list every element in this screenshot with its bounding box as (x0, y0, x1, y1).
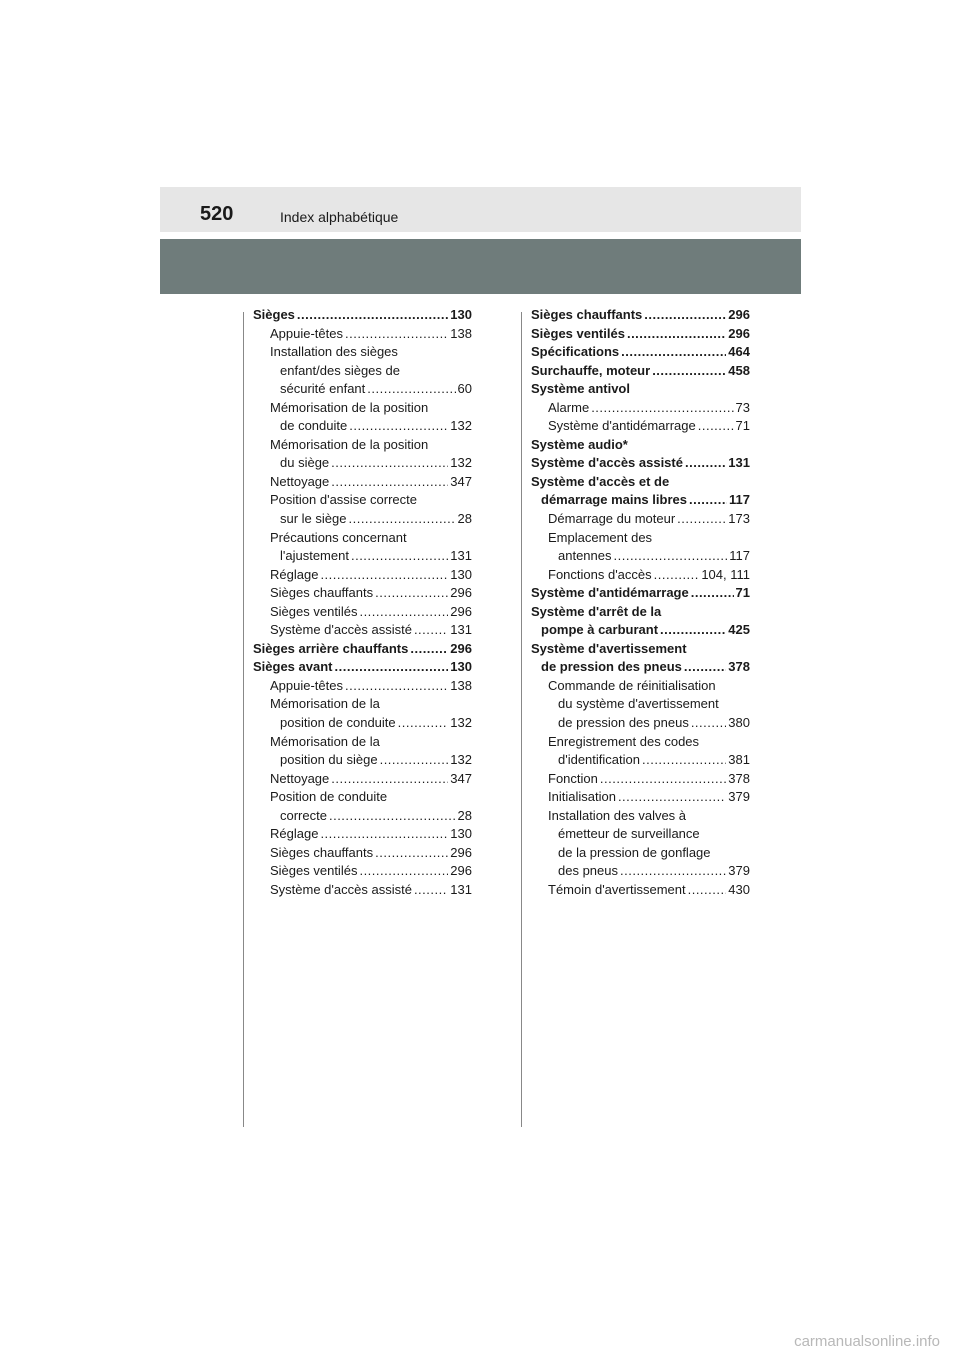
index-entry-page[interactable]: 117 (729, 548, 750, 564)
index-entry-page[interactable]: 131 (450, 881, 472, 897)
index-entry-label: Mémorisation de la (270, 696, 380, 712)
index-entry-page[interactable]: 131 (450, 548, 472, 564)
index-entry-label: Installation des sièges (270, 344, 398, 360)
header-band (160, 239, 801, 294)
leader-dots (414, 621, 448, 640)
leader-dots (345, 677, 448, 696)
index-entry (531, 714, 750, 733)
index-entry (253, 807, 472, 826)
index-entry (253, 510, 472, 529)
index-entry (531, 399, 750, 418)
index-entry-label: Sièges ventilés (270, 603, 358, 619)
index-entry (531, 325, 750, 344)
index-entry-label: Mémorisation de la position (270, 399, 429, 415)
index-entry (531, 362, 750, 381)
index-entry-label: Mémorisation de la (270, 733, 380, 749)
index-entry-page[interactable]: 130 (450, 307, 472, 322)
index-entry (253, 844, 472, 863)
leader-dots (349, 417, 448, 436)
index-entry (253, 714, 472, 733)
index-entry-label: Sièges chauffants (270, 585, 374, 601)
index-column-right (531, 306, 750, 900)
index-entry-page[interactable]: 379 (728, 789, 750, 805)
index-entry-label: Fonction (548, 770, 598, 786)
leader-dots (331, 473, 448, 492)
index-entry-label: émetteur de surveillance (558, 826, 700, 842)
index-entry (531, 454, 750, 473)
index-entry-label: des pneus (558, 863, 618, 879)
leader-dots (380, 751, 449, 770)
footer-watermark[interactable]: carmanualsonline.info (794, 1333, 940, 1350)
index-entry-page[interactable]: 132 (450, 715, 472, 731)
index-entry (253, 362, 472, 381)
index-entry (531, 640, 750, 659)
index-entry-page[interactable]: 379 (728, 863, 750, 879)
index-entry-label: Démarrage du moteur (548, 511, 676, 527)
index-entry-label: Système d'avertissement (531, 640, 687, 656)
index-entry-page[interactable]: 138 (450, 325, 472, 341)
index-entry-label: Nettoyage (270, 770, 330, 786)
section-title: Index alphabétique (280, 209, 399, 225)
index-entry-label: Spécifications (531, 344, 620, 360)
index-entry-page[interactable]: 347 (450, 770, 472, 786)
index-entry-label: position du siège (280, 752, 378, 768)
index-entry-label: correcte (280, 807, 327, 823)
leader-dots (677, 510, 726, 529)
index-entry-page[interactable]: 458 (728, 362, 750, 378)
index-entry-page[interactable]: 104, 111 (701, 566, 750, 582)
index-entry-label: de la pression de gonflage (558, 844, 711, 860)
index-entry-label: Système audio* (531, 436, 628, 452)
index-entry (531, 658, 750, 677)
index-entry-page[interactable]: 132 (450, 418, 472, 434)
index-entry-page[interactable]: 130 (450, 826, 472, 842)
index-entry-label: Sièges ventilés (270, 863, 358, 879)
index-entry-page[interactable]: 378 (728, 770, 750, 786)
index-entry (253, 603, 472, 622)
index-entry-page[interactable]: 130 (450, 659, 472, 675)
index-entry-label: Système d'accès assisté (270, 881, 412, 897)
index-entry-label: de pression des pneus (558, 715, 689, 731)
index-entry-label: Mémorisation de la position (270, 436, 429, 452)
index-entry (531, 584, 750, 603)
index-entry (531, 621, 750, 640)
index-entry-label: Enregistrement des codes (548, 733, 700, 749)
leader-dots (688, 881, 727, 900)
index-entry-page[interactable]: 138 (450, 677, 472, 693)
leader-dots (644, 306, 726, 325)
leader-dots (410, 640, 448, 659)
leader-dots (375, 584, 448, 603)
leader-dots (320, 566, 448, 585)
index-entry-page[interactable]: 28 (457, 511, 472, 527)
index-entry-label: Précautions concernant (270, 529, 407, 545)
header-bar (160, 187, 801, 232)
right-column-rule (521, 312, 522, 1127)
leader-dots (359, 862, 448, 881)
leader-dots (621, 343, 726, 362)
leader-dots (345, 325, 448, 344)
index-entry-label: sécurité enfant (280, 381, 366, 397)
index-entry-label: du siège (280, 455, 330, 471)
index-entry (531, 807, 750, 826)
leader-dots (654, 566, 700, 585)
index-entry (531, 306, 750, 325)
index-entry-page[interactable]: 296 (450, 844, 472, 860)
leader-dots (618, 788, 726, 807)
leader-dots (614, 547, 728, 566)
index-entry (531, 343, 750, 362)
index-entry (253, 491, 472, 510)
index-entry-label: Appuie-têtes (270, 325, 343, 341)
index-entry-page[interactable]: 28 (457, 807, 472, 823)
leader-dots (348, 510, 455, 529)
index-entry-page[interactable]: 131 (450, 622, 472, 638)
index-entry (253, 473, 472, 492)
leader-dots (335, 658, 449, 677)
index-entry-page[interactable]: 132 (450, 752, 472, 768)
index-entry (253, 788, 472, 807)
index-entry (531, 380, 750, 399)
index-entry (253, 399, 472, 418)
index-entry-label: Système d'accès assisté (531, 455, 683, 471)
index-entry-page[interactable]: 131 (728, 455, 750, 471)
index-entry-label: de conduite (280, 418, 348, 434)
index-entry-label: Surchauffe, moteur (531, 362, 651, 378)
leader-dots (691, 714, 726, 733)
index-entry-label: Système d'antidémarrage (531, 585, 689, 601)
index-entry (253, 751, 472, 770)
index-entry-page[interactable]: 381 (728, 752, 750, 768)
index-entry-page[interactable]: 173 (728, 511, 750, 527)
index-entry-label: position de conduite (280, 715, 396, 731)
index-entry-label: Sièges chauffants (270, 844, 374, 860)
index-entry-label: Installation des valves à (548, 807, 687, 823)
index-entry (253, 770, 472, 789)
index-entry (253, 862, 472, 881)
index-entry (253, 640, 472, 659)
leader-dots (620, 862, 726, 881)
index-entry (253, 733, 472, 752)
leader-dots (329, 807, 456, 826)
index-entry (253, 547, 472, 566)
index-entry-label: Système d'accès assisté (270, 622, 412, 638)
leader-dots (331, 454, 448, 473)
index-entry-label: Position d'assise correcte (270, 492, 417, 508)
leader-dots (331, 770, 448, 789)
index-entry (253, 306, 472, 325)
index-entry (531, 844, 750, 863)
index-entry-label: Position de conduite (270, 789, 388, 805)
leader-dots (660, 621, 726, 640)
left-column-rule (243, 312, 244, 1127)
index-entry-page[interactable]: 117 (729, 492, 750, 508)
index-entry-label: Système antivol (531, 381, 630, 397)
index-entry-label: de pression des pneus (541, 659, 682, 675)
index-entry (531, 825, 750, 844)
index-entry-page[interactable]: 130 (450, 566, 472, 582)
index-column-left (253, 306, 472, 900)
index-entry-label: Sièges ventilés (531, 325, 625, 341)
leader-dots (591, 399, 733, 418)
index-entry-page[interactable]: 60 (457, 381, 472, 397)
index-entry-label: Système d'arrêt de la (531, 603, 662, 619)
index-entry (531, 491, 750, 510)
index-entry (531, 677, 750, 696)
index-entry-label: pompe à carburant (541, 622, 659, 638)
index-entry (531, 510, 750, 529)
index-entry (531, 788, 750, 807)
index-entry (531, 473, 750, 492)
index-entry (253, 380, 472, 399)
index-entry-page[interactable]: 347 (450, 473, 472, 489)
index-entry-page[interactable]: 71 (735, 585, 750, 601)
index-entry-label: Initialisation (548, 789, 616, 805)
index-entry-label: enfant/des sièges de (280, 362, 400, 378)
index-entry-page[interactable]: 296 (728, 307, 750, 322)
index-entry-label: Appuie-têtes (270, 677, 343, 693)
index-entry (253, 677, 472, 696)
index-entry (531, 862, 750, 881)
index-entry-page[interactable]: 132 (450, 455, 472, 471)
index-entry-page[interactable]: 296 (450, 863, 472, 879)
index-entry-label: Sièges chauffants (531, 307, 643, 322)
index-entry (531, 436, 750, 455)
index-entry-page[interactable]: 380 (728, 715, 750, 731)
index-entry-label: Sièges arrière chauffants (253, 640, 409, 656)
index-entry-page[interactable]: 378 (728, 659, 750, 675)
index-entry-label: antennes (558, 548, 612, 564)
index-entry (531, 603, 750, 622)
leader-dots (627, 325, 726, 344)
index-entry (253, 417, 472, 436)
index-entry (531, 417, 750, 436)
leader-dots (414, 881, 448, 900)
leader-dots (320, 825, 448, 844)
leader-dots (398, 714, 449, 733)
index-entry-label: Témoin d'avertissement (548, 881, 686, 897)
index-entry (531, 733, 750, 752)
leader-dots (652, 362, 726, 381)
leader-dots (375, 844, 448, 863)
index-entry-page[interactable]: 73 (735, 399, 750, 415)
index-entry-label: Système d'accès et de (531, 473, 670, 489)
index-entry-label: Sièges avant (253, 659, 333, 675)
index-entry (253, 454, 472, 473)
index-entry (253, 825, 472, 844)
index-entry (253, 695, 472, 714)
leader-dots (351, 547, 448, 566)
index-entry (253, 584, 472, 603)
index-entry-label: Réglage (270, 826, 319, 842)
index-entry (253, 529, 472, 548)
leader-dots (367, 380, 455, 399)
index-entry-page[interactable]: 464 (728, 344, 750, 360)
index-entry-label: Alarme (548, 399, 590, 415)
index-entry-label: Réglage (270, 566, 319, 582)
index-entry (253, 881, 472, 900)
leader-dots (684, 658, 726, 677)
index-entry (253, 436, 472, 455)
index-entry-label: Fonctions d'accès (548, 566, 652, 582)
index-entry-page[interactable]: 296 (728, 325, 750, 341)
index-entry-label: d'identification (558, 752, 640, 768)
index-entry-label: démarrage mains libres (541, 492, 687, 508)
index-entry-page[interactable]: 430 (728, 881, 750, 897)
leader-dots (689, 491, 727, 510)
index-entry (253, 621, 472, 640)
leader-dots (685, 454, 726, 473)
index-entry-label: Emplacement des (548, 529, 653, 545)
leader-dots (698, 417, 734, 436)
leader-dots (297, 306, 448, 325)
index-entry (531, 881, 750, 900)
index-entry-page[interactable]: 296 (450, 640, 472, 656)
index-entry-label: sur le siège (280, 511, 347, 527)
index-entry-label: Système d'antidémarrage (548, 418, 696, 434)
index-entry (253, 566, 472, 585)
index-entry (531, 529, 750, 548)
index-entry-label: l'ajustement (280, 548, 349, 564)
index-entry (253, 325, 472, 344)
leader-dots (600, 770, 726, 789)
index-entry (531, 770, 750, 789)
leader-dots (691, 584, 734, 603)
index-entry (531, 566, 750, 585)
index-entry (531, 547, 750, 566)
index-entry (531, 751, 750, 770)
index-entry-page[interactable]: 425 (728, 622, 750, 638)
index-entry (253, 343, 472, 362)
page-number: 520 (200, 203, 234, 225)
index-entry-label: Nettoyage (270, 473, 330, 489)
index-entry (531, 695, 750, 714)
index-entry-page[interactable]: 296 (450, 585, 472, 601)
index-entry-label: Sièges (253, 307, 295, 322)
leader-dots (359, 603, 448, 622)
index-entry-label: Commande de réinitialisation (548, 677, 716, 693)
index-entry-label: du système d'avertissement (558, 696, 719, 712)
leader-dots (642, 751, 726, 770)
index-entry (253, 658, 472, 677)
index-entry-page[interactable]: 296 (450, 603, 472, 619)
index-entry-page[interactable]: 71 (735, 418, 750, 434)
